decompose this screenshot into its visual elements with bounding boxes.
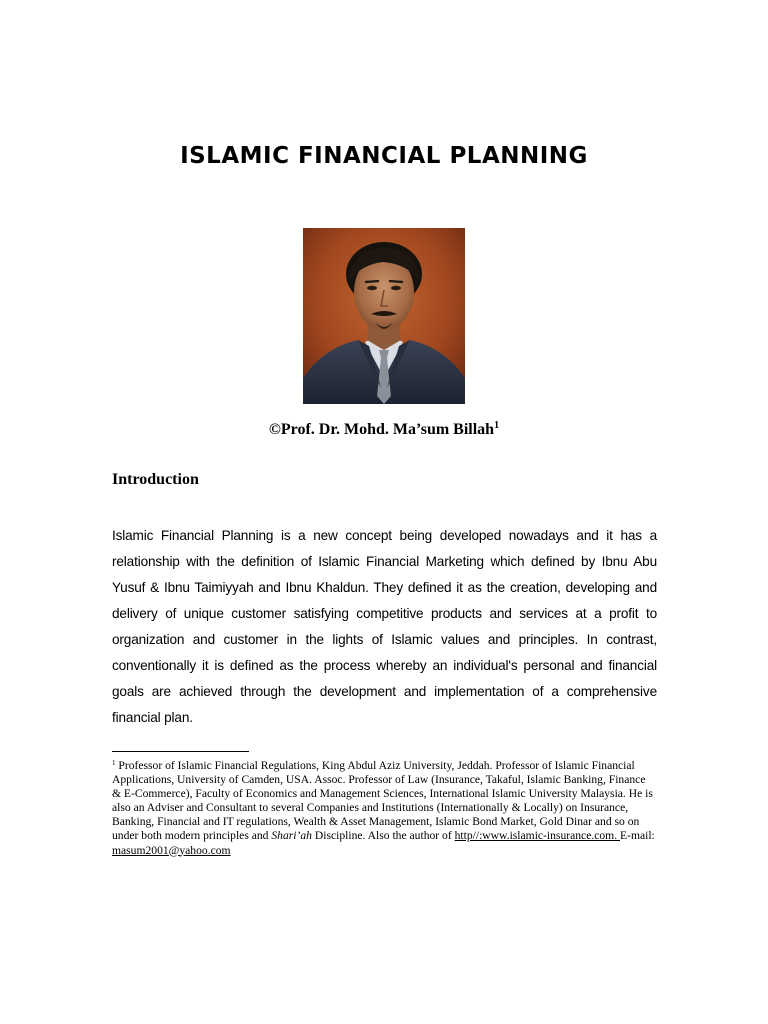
section-heading: Introduction (112, 471, 199, 488)
footnote (112, 756, 657, 858)
document-title: ISLAMIC FINANCIAL PLANNING (180, 143, 588, 169)
author-name-text: ©Prof. Dr. Mohd. Ma’sum Billah (268, 421, 495, 438)
email-label: E-mail: (620, 829, 655, 843)
footnote-number: 1 (112, 759, 116, 767)
footnote-text-tail: Discipline. Also the author of (311, 829, 455, 843)
footnote-separator (112, 751, 249, 752)
body-paragraph: Islamic Financial Planning is a new concept being developed nowadays and it has a relationship with the definition of Islamic Financial Marketing which defined by Ibnu Abu Yusuf & Ibnu Taimiyyah and Ibnu Khaldun. They defined it as the creation, developing and delivery of unique customer satisfying competitive products and services at a profit to organization and customer in the lights of Islamic values and principles. In contrast, conventionally it is defined as the process whereby an individual's personal and financial goals are achieved through the development and implementation of a comprehensive financial plan. (112, 528, 657, 725)
footnote-text: Professor of Islamic Financial Regulations, King Abdul Aziz University, Jeddah. Professor of Islamic Financial Applications, University of Camden, USA. Assoc. Professor of Law (Insurance, Takaful, Islamic Banking, Finance & E-Commerce), Faculty of Economics and Management Sciences, International Islamic University Malaysia. He is also an Adviser and Consultant to several Companies and Institutions (Internationally & Locally) on Insurance, Banking, Financial and IT regulations, Wealth & Asset Management, Islamic Bond Market, Gold Dinar and so on under both modern principles and (112, 759, 653, 843)
website-link[interactable]: http//:www.islamic-insurance.com. (454, 829, 620, 843)
author-photo (303, 228, 465, 404)
footnote-reference: 1 (494, 420, 500, 431)
author-name (0, 420, 768, 439)
email-link[interactable]: masum2001@yahoo.com (112, 843, 231, 857)
footnote-italic-term: Shari’ah (271, 829, 312, 843)
